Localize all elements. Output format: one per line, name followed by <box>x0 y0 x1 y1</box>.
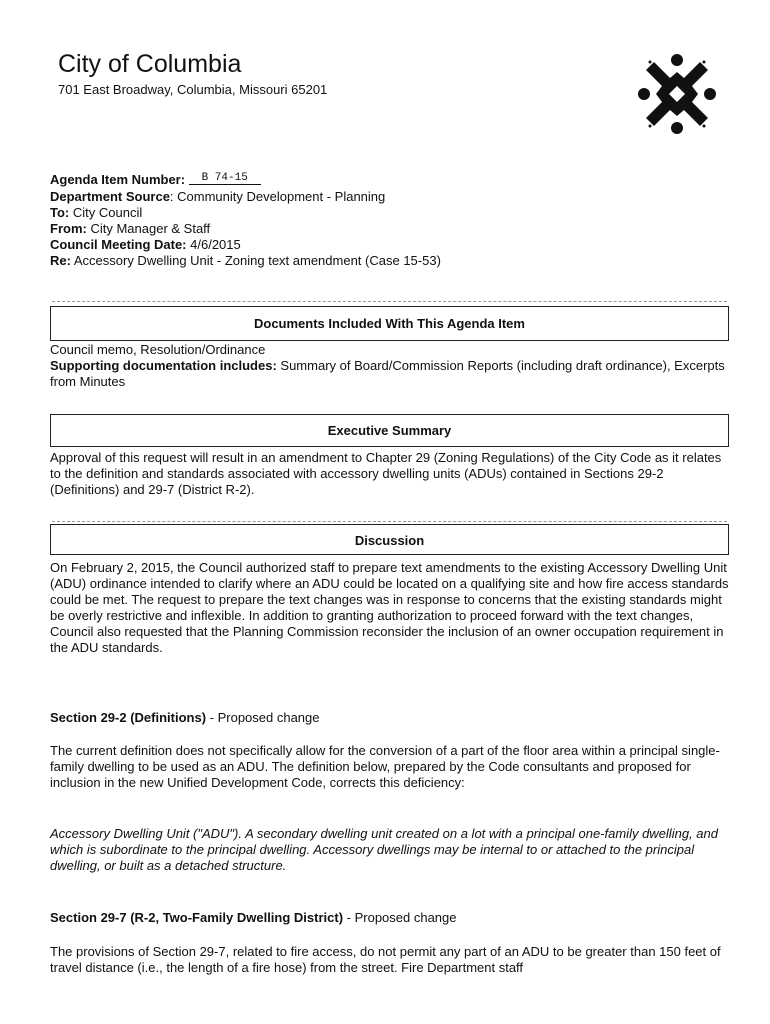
support-label: Supporting documentation includes: <box>50 358 277 373</box>
to-value: City Council <box>72 205 143 220</box>
city-address: 701 East Broadway, Columbia, Missouri 65201 <box>58 82 328 97</box>
section-suffix: - Proposed change <box>343 910 457 925</box>
executive-summary-text: Approval of this request will result in an amendment to Chapter 29 (Zoning Regulations) of the City Code as it relates to the definition and standards associated with accessory dwelling units (ADUs) contained in Sections 29-2 (Definitions) and 29-7 (District R-2). <box>50 450 722 497</box>
executive-summary-heading: Executive Summary <box>50 414 729 447</box>
section-29-7-heading <box>50 910 730 926</box>
city-of-columbia-logo-icon <box>636 52 718 136</box>
from-label: From: <box>50 221 87 236</box>
dept-label: Department Source <box>50 189 170 204</box>
divider <box>52 301 727 303</box>
re-value: Accessory Dwelling Unit - Zoning text amendment (Case 15-53) <box>73 253 441 268</box>
date-value: 4/6/2015 <box>190 237 241 252</box>
dept-value: Community Development - Planning <box>177 189 386 204</box>
agenda-label: Agenda Item Number: <box>50 172 186 187</box>
re-label: Re: <box>50 253 71 268</box>
section-29-2-heading <box>50 710 730 726</box>
support-text: Summary of Board/Commission Reports (including draft ordinance), Excerpts from Minutes <box>50 358 725 389</box>
documents-line: Council memo, Resolution/Ordinance <box>50 342 266 357</box>
to-label: To: <box>50 205 70 220</box>
from-value: City Manager & Staff <box>90 221 211 236</box>
section-suffix: - Proposed change <box>206 710 320 725</box>
divider <box>52 521 727 523</box>
section-title: Section 29-7 (R-2, Two-Family Dwelling District) <box>50 910 344 925</box>
page-title: City of Columbia <box>58 50 242 78</box>
fire-access-paragraph: The provisions of Section 29-7, related to fire access, do not permit any part of an ADU to be greater than 150 feet of travel distance (i.e., the length of a fire hose) from the street. Fire Department staff <box>50 944 721 975</box>
discussion-heading: Discussion <box>50 524 729 555</box>
definition-paragraph: The current definition does not specifically allow for the conversion of a part of the floor area within a principal single-family dwelling to be used as an ADU. The definition below, prepared by the Code consultants and proposed for inclusion in the new Unified Development Code, corrects this deficiency: <box>50 743 720 790</box>
date-label: Council Meeting Date: <box>50 237 187 252</box>
section-title: Section 29-2 (Definitions) <box>50 710 207 725</box>
discussion-paragraph: On February 2, 2015, the Council authorized staff to prepare text amendments to the existing Accessory Dwelling Unit (ADU) ordinance intended to clarify where an ADU could be located on a qualifying site and how fire access standards could be met. The request to prepare the text changes was in response to concerns that the existing standards might be overly restrictive and inflexible. In addition to granting authorization to proceed forward with the text changes, Council also requested that the Planning Commission reconsider the inclusion of an owner occupation requirement in the ADU standards. <box>50 560 729 655</box>
documents-section <box>50 342 730 390</box>
adu-definition <box>50 826 730 874</box>
agenda-meta: Agenda Item Number: B 74-15 Department Source: Community Development - Planning To: City Council From: City Manager & Staff Council Meeting Date: 4/6/2015 Re: Accessory Dwelling Unit - Zoning text amendment (Case 15-53) <box>50 172 441 268</box>
agenda-number: B 74-15 <box>189 172 261 185</box>
adu-definition-text: Accessory Dwelling Unit ("ADU"). A secondary dwelling unit created on a lot with a principal one-family dwelling, and which is subordinate to the principal dwelling. Accessory dwellings may be internal to or attached to the principal dwelling, or built as a detached structure. <box>50 826 718 873</box>
documents-heading: Documents Included With This Agenda Item <box>50 306 729 341</box>
